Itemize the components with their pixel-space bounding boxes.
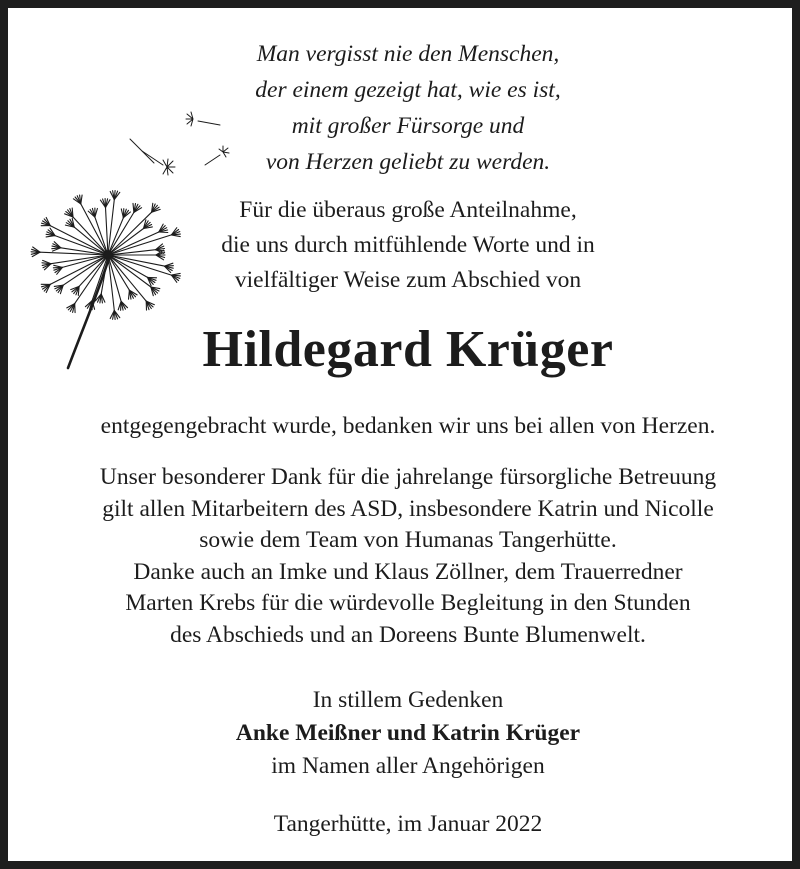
intro-line: Für die überaus große Anteilnahme, <box>239 197 577 223</box>
thanks-line: Unser besonderer Dank für die jahrelange fürsorgliche Betreuung <box>99 464 717 490</box>
verse-line: Man vergisst nie den Menschen, <box>256 41 560 67</box>
signers: Anke Meißner und Katrin Krüger <box>235 720 581 746</box>
intro-text <box>178 193 638 298</box>
deceased-name: Hildegard Krüger <box>202 321 614 378</box>
thanks-line: sowie dem Team von Humanas Tangerhütte. <box>199 527 617 553</box>
gratitude-line: entgegengebracht wurde, bedanken wir uns bei allen von Herzen. <box>100 413 716 439</box>
closing-block <box>8 684 800 783</box>
remembrance-text: In stillem Gedenken <box>312 687 504 713</box>
intro-line: vielfältiger Weise zum Abschied von <box>234 267 582 293</box>
verse-line: der einem gezeigt hat, wie es ist, <box>255 77 561 103</box>
verse-line: von Herzen geliebt zu werden. <box>265 149 551 175</box>
thanks-line: gilt allen Mitarbeitern des ASD, insbesondere Katrin und Nicolle <box>102 495 714 522</box>
thanks-line: des Abschieds und an Doreens Bunte Blumenwelt. <box>170 621 646 648</box>
special-thanks <box>8 462 800 651</box>
thanks-line: Marten Krebs für die würdevolle Begleitung in den Stunden <box>125 590 691 616</box>
place-date: Tangerhütte, im Januar 2022 <box>273 811 543 837</box>
family-text: im Namen aller Angehörigen <box>271 753 545 779</box>
verse-line: mit großer Fürsorge und <box>291 113 525 139</box>
intro-line: die uns durch mitfühlende Worte und in <box>221 232 595 258</box>
thanks-line: Danke auch an Imke und Klaus Zöllner, dem Trauerredner <box>133 558 683 585</box>
memorial-verse <box>198 36 618 180</box>
